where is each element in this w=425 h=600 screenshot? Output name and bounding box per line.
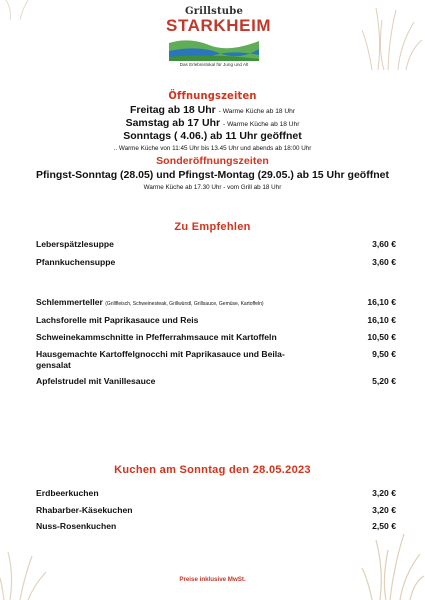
item-price: 3,60 € (372, 239, 396, 249)
special-heading: Sonderöffnungszeiten (156, 155, 269, 167)
logo-top-text: Grillstube (184, 6, 244, 17)
logo (166, 6, 272, 82)
hours-heading: Öffnungszeiten (168, 89, 257, 102)
landscape-logo-graphic (169, 35, 259, 61)
special-line: Pfingst-Sonntag (28.05) und Pfingst-Montag (29.05.) ab 15 Uhr geöffnet (36, 169, 389, 181)
item-price: 2,50 € (372, 521, 396, 531)
footer-note: Preise inklusive MwSt. (179, 576, 246, 583)
cake-item: Erdbeerkuchen 3,20 € (36, 488, 396, 498)
item-price: 5,20 € (372, 376, 396, 386)
item-price: 3,20 € (372, 488, 396, 498)
hours-note: .. Warme Küche von 11:45 Uhr bis 13.45 Uhr und abends ab 18:00 Uhr (113, 145, 312, 152)
hours-line-1: Freitag ab 18 Uhr - Warme Küche ab 18 Uhr (129, 104, 296, 116)
hours-line-2: Samstag ab 17 Uhr - Warme Küche ab 18 Uhr (125, 117, 300, 129)
grass-decoration-top-left (0, 0, 40, 20)
item-detail: (Grillfleisch, Schweinesteak, Grillwürstl, Grillsauce, Gemüse, Kartoffeln) (105, 301, 264, 307)
menu-item: Leberspätzlesuppe 3,60 € (36, 239, 396, 249)
cake-heading: Kuchen am Sonntag den 28.05.2023 (114, 464, 311, 476)
menu-item: Apfelstrudel mit Vanillesauce 5,20 € (36, 376, 396, 386)
menu-item: Pfannkuchensuppe 3,60 € (36, 257, 396, 267)
grass-decoration-bottom-right (360, 520, 425, 600)
menu-item: Schweinekammschnitte in Pfefferrahmsauce mit Kartoffeln 10,50 € (36, 332, 396, 342)
grass-decoration-top-right (358, 0, 425, 70)
menu-item: Lachsforelle mit Paprikasauce und Reis 16,10 € (36, 315, 396, 325)
menu-item: Schlemmerteller (Grillfleisch, Schweinesteak, Grillwürstl, Grillsauce, Gemüse, Kartoffeln) 16,10 € (36, 297, 396, 307)
logo-tagline: Das Erlebnislokal für Jung und Alt (179, 62, 249, 67)
item-price: 16,10 € (367, 297, 396, 307)
item-price: 10,50 € (367, 332, 396, 342)
cake-item: Nuss-Rosenkuchen 2,50 € (36, 521, 396, 531)
item-price: 9,50 € (372, 349, 396, 359)
logo-brand-text: STARKHEIM (166, 16, 272, 35)
menu-item-continuation: gensalat (36, 360, 71, 370)
hours-line-3: Sonntags ( 4.06.) ab 11 Uhr geöffnet (123, 130, 302, 142)
menu-item: Hausgemachte Kartoffelgnocchi mit Paprikasauce und Beila- 9,50 € (36, 349, 396, 359)
item-price: 3,60 € (372, 257, 396, 267)
item-price: 16,10 € (367, 315, 396, 325)
recommend-heading: Zu Empfehlen (174, 221, 251, 233)
grass-decoration-bottom-left (0, 540, 50, 600)
item-price: 3,20 € (372, 505, 396, 515)
cake-item: Rhabarber-Käsekuchen 3,20 € (36, 505, 396, 515)
special-note: Warme Küche ab 17.30 Uhr - vom Grill ab 18 Uhr (143, 184, 282, 191)
